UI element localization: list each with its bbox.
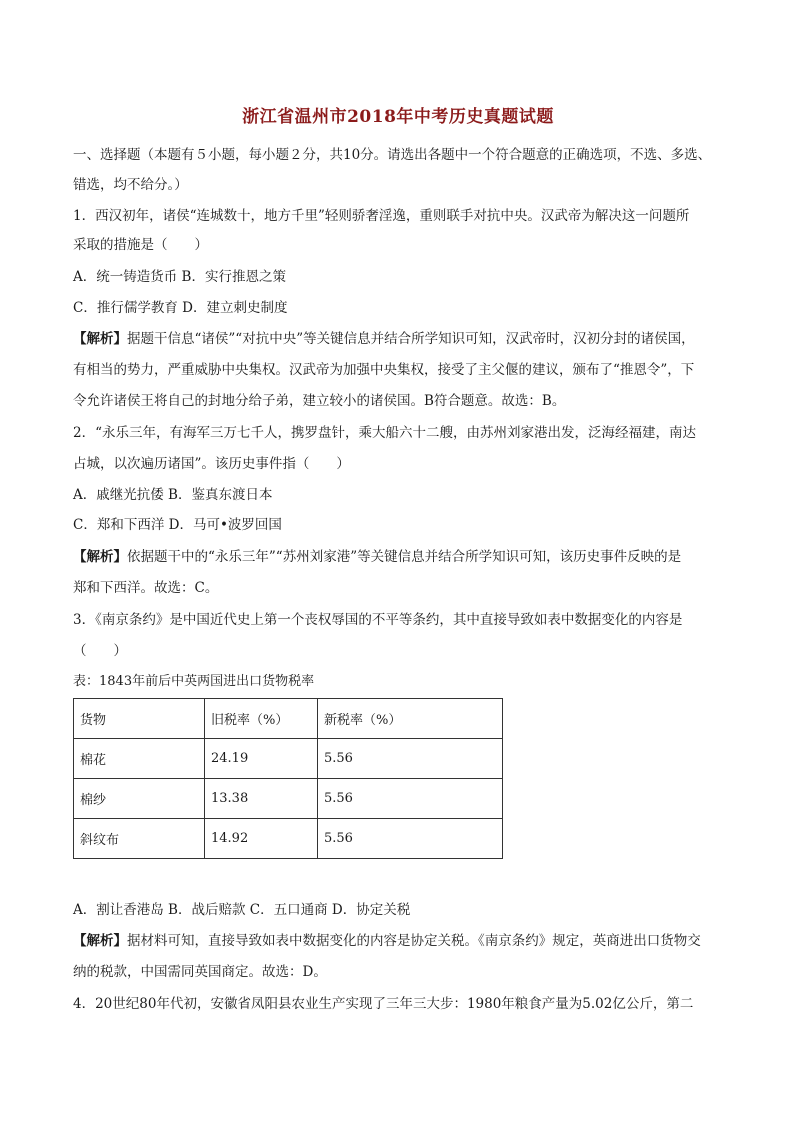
q1-analysis-line2: 有相当的势力，严重威胁中央集权。汉武帝为加强中央集权，接受了主父偃的建议，颁布了“推恩令”，下 (73, 362, 695, 378)
table-cell: 14.92 (205, 819, 318, 859)
table-cell: 棉纱 (74, 779, 205, 819)
table-header-cell: 货物 (74, 699, 205, 739)
table-cell: 13.38 (205, 779, 318, 819)
q1-stem-line2: 采取的措施是（ ） (73, 237, 208, 253)
q2-options-ab: A．戚继光抗倭 B．鉴真东渡日本 (73, 487, 273, 503)
q3-analysis-line2: 纳的税款，中国需同英国商定。故选：D。 (73, 964, 327, 980)
table-cell: 24.19 (205, 739, 318, 779)
table-cell: 5.56 (318, 739, 503, 779)
analysis-tag: 【解析】 (73, 331, 127, 347)
table-cell: 棉花 (74, 739, 205, 779)
page-title: 浙江省温州市2018年中考历史真题试题 (242, 107, 554, 127)
table-row (74, 779, 503, 819)
table-header-cell: 旧税率（%） (205, 699, 318, 739)
section-instructions-line2: 错选，均不给分。） (73, 177, 188, 193)
q2-analysis-line2: 郑和下西洋。故选：C。 (73, 580, 219, 596)
q3-options: A．割让香港岛 B．战后赔款 C．五口通商 D．协定关税 (73, 902, 411, 918)
q2-analysis-line1 (73, 542, 723, 572)
table-cell: 5.56 (318, 819, 503, 859)
q3-stem-line2: （ ） (73, 643, 127, 659)
q1-analysis-line3: 令允许诸侯王将自己的封地分给子弟，建立较小的诸侯国。B符合题意。故选：B。 (73, 393, 566, 409)
table-cell: 5.56 (318, 779, 503, 819)
q1-analysis-text1: 据题干信息“诸侯”“对抗中央”等关键信息并结合所学知识可知，汉武帝时，汉初分封的诸侯国， (127, 331, 695, 347)
q3-analysis-line1 (73, 926, 723, 956)
q3-table-caption: 表：1843年前后中英两国进出口货物税率 (73, 674, 315, 689)
tax-rate-table (73, 698, 503, 859)
table-header-cell: 新税率（%） (318, 699, 503, 739)
q3-stem-line1: 3．《南京条约》是中国近代史上第一个丧权辱国的不平等条约，其中直接导致如表中数据变化的内容是 (73, 612, 683, 628)
q3-analysis-text1: 据材料可知，直接导致如表中数据变化的内容是协定关税。《南京条约》规定，英商进出口货物交 (127, 933, 701, 949)
q1-analysis-line1 (73, 324, 723, 354)
table-row (74, 819, 503, 859)
q2-stem-line1: 2．“永乐三年，有海军三万七千人，携罗盘针，乘大船六十二艘，由苏州刘家港出发，泛海经福建，南达 (73, 425, 696, 441)
table-header-row (74, 699, 503, 739)
table-cell: 斜纹布 (74, 819, 205, 859)
q1-options-cd: C．推行儒学教育 D．建立刺史制度 (73, 300, 288, 316)
q2-options-cd: C．郑和下西洋 D．马可•波罗回国 (73, 517, 282, 533)
section-instructions-line1: 一、选择题（本题有５小题，每小题２分，共10分。请选出各题中一个符合题意的正确选项，不选、多选、 (73, 147, 712, 163)
q2-analysis-text1: 依据题干中的“永乐三年”“苏州刘家港”等关键信息并结合所学知识可知，该历史事件反映的是 (127, 549, 682, 565)
q1-stem-line1: 1．西汉初年，诸侯“连城数十，地方千里”轻则骄奢淫逸，重则联手对抗中央。汉武帝为解决这一问题所 (73, 208, 690, 224)
analysis-tag: 【解析】 (73, 933, 127, 949)
analysis-tag: 【解析】 (73, 549, 127, 565)
q1-options-ab: A．统一铸造货币 B．实行推恩之策 (73, 269, 286, 285)
q2-stem-line2: 占城，以次遍历诸国”。该历史事件指（ ） (73, 456, 350, 472)
table-row (74, 739, 503, 779)
q4-stem-line1: 4．20世纪80年代初，安徽省凤阳县农业生产实现了三年三大步：1980年粮食产量为5.02亿公斤，第二 (73, 996, 694, 1012)
